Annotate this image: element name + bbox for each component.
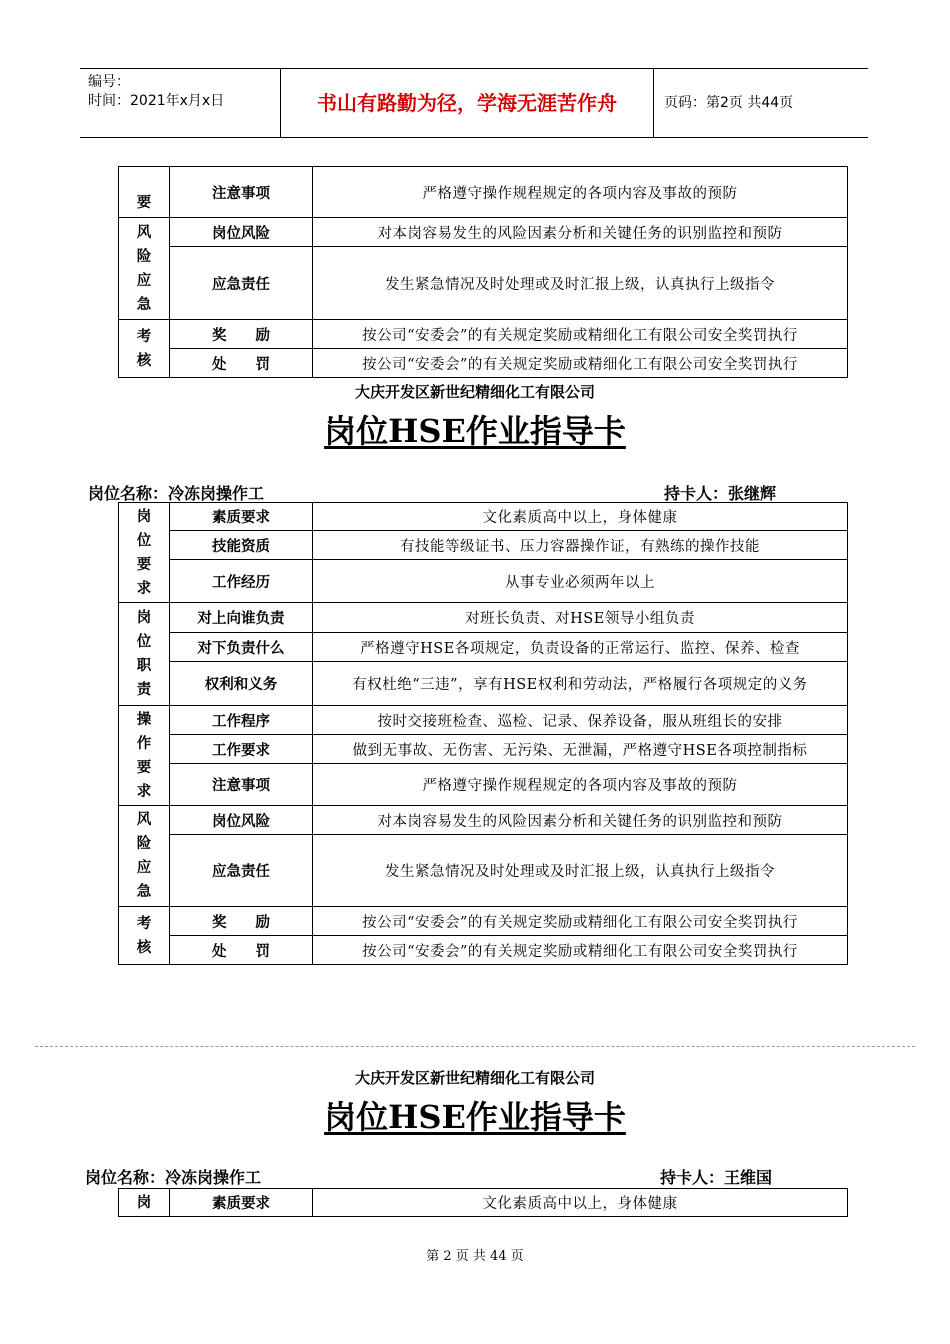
table-row	[119, 531, 848, 560]
desc-cell: 文化素质高中以上，身体健康	[313, 503, 848, 531]
item-cell: 对下负责什么	[170, 633, 313, 662]
card-title: 岗位HSE作业指导卡	[324, 1098, 626, 1136]
table-row	[119, 1189, 848, 1217]
table-row	[119, 835, 848, 907]
header-meta	[80, 69, 280, 137]
number-label: 编号：	[88, 74, 130, 90]
table-row	[119, 349, 848, 378]
category-cell: 岗	[119, 1189, 170, 1217]
card-title: 岗位HSE作业指导卡	[324, 412, 626, 450]
table-row	[119, 706, 848, 735]
item-cell: 素质要求	[170, 503, 313, 531]
desc-cell: 文化素质高中以上，身体健康	[313, 1189, 848, 1217]
company-name: 大庆开发区新世纪精细化工有限公司	[354, 1069, 595, 1087]
item-cell: 工作要求	[170, 735, 313, 764]
company-name: 大庆开发区新世纪精细化工有限公司	[354, 383, 595, 401]
desc-cell: 严格遵守HSE各项规定，负责设备的正常运行、监控、保养、检查	[313, 633, 848, 662]
desc-cell: 从事专业必须两年以上	[313, 560, 848, 603]
item-cell: 岗位风险	[170, 806, 313, 835]
category-cell: 风险应急	[119, 806, 170, 907]
table-row	[119, 320, 848, 349]
table-row	[119, 764, 848, 806]
table-row	[119, 603, 848, 633]
table-row	[119, 907, 848, 936]
item-cell: 工作程序	[170, 706, 313, 735]
item-cell: 权利和义务	[170, 662, 313, 706]
desc-cell: 做到无事故、无伤害、无污染、无泄漏，严格遵守HSE各项控制指标	[313, 735, 848, 764]
time-label: 时间：2021年x月x日	[88, 93, 225, 109]
item-cell: 素质要求	[170, 1189, 313, 1217]
table-row	[119, 560, 848, 603]
desc-cell: 对本岗容易发生的风险因素分析和关键任务的识别监控和预防	[313, 806, 848, 835]
table-row	[119, 735, 848, 764]
desc-cell: 对班长负责、对HSE领导小组负责	[313, 603, 848, 633]
item-cell: 应急责任	[170, 247, 313, 320]
post-name-label: 岗位名称：冷冻岗操作工	[85, 1168, 262, 1187]
item-cell: 岗位风险	[170, 218, 313, 247]
post-name-label: 岗位名称：冷冻岗操作工	[88, 484, 265, 503]
table-row	[119, 662, 848, 706]
page-header	[80, 68, 868, 138]
desc-cell: 有权杜绝“三违”，享有HSE权利和劳动法，严格履行各项规定的义务	[313, 662, 848, 706]
table-row	[119, 806, 848, 835]
desc-cell: 按公司“安委会”的有关规定奖励或精细化工有限公司安全奖罚执行	[313, 936, 848, 965]
item-cell: 处 罚	[170, 936, 313, 965]
table-row	[119, 633, 848, 662]
hse-card-table	[118, 1188, 848, 1217]
table-row	[119, 247, 848, 320]
header-motto: 书山有路勤为径，学海无涯苦作舟	[280, 69, 654, 137]
category-cell: 考核	[119, 320, 170, 378]
item-cell: 注意事项	[170, 167, 313, 218]
item-cell: 应急责任	[170, 835, 313, 907]
table-row	[119, 218, 848, 247]
card-fragment-table	[118, 166, 848, 378]
desc-cell: 按公司“安委会”的有关规定奖励或精细化工有限公司安全奖罚执行	[313, 349, 848, 378]
hse-card-table	[118, 502, 848, 965]
category-cell: 考核	[119, 907, 170, 965]
table-row	[119, 936, 848, 965]
page-footer: 第 2 页 共 44 页	[426, 1249, 524, 1264]
desc-cell: 发生紧急情况及时处理或及时汇报上级，认真执行上级指令	[313, 835, 848, 907]
table-row	[119, 167, 848, 218]
desc-cell: 严格遵守操作规程规定的各项内容及事故的预防	[313, 167, 848, 218]
page-label: 页码：第2页 共44页	[664, 95, 794, 111]
item-cell: 奖 励	[170, 907, 313, 936]
category-cell: 岗位职责	[119, 603, 170, 706]
category-cell: 岗位要求	[119, 503, 170, 603]
desc-cell: 有技能等级证书、压力容器操作证，有熟练的操作技能	[313, 531, 848, 560]
category-cell: 风险应急	[119, 218, 170, 320]
item-cell: 工作经历	[170, 560, 313, 603]
table-row	[119, 503, 848, 531]
desc-cell: 发生紧急情况及时处理或及时汇报上级，认真执行上级指令	[313, 247, 848, 320]
desc-cell: 按时交接班检查、巡检、记录、保养设备，服从班组长的安排	[313, 706, 848, 735]
desc-cell: 对本岗容易发生的风险因素分析和关键任务的识别监控和预防	[313, 218, 848, 247]
category-cell: 要	[119, 167, 170, 218]
item-cell: 处 罚	[170, 349, 313, 378]
page-break-divider	[35, 1046, 915, 1047]
desc-cell: 按公司“安委会”的有关规定奖励或精细化工有限公司安全奖罚执行	[313, 320, 848, 349]
desc-cell: 按公司“安委会”的有关规定奖励或精细化工有限公司安全奖罚执行	[313, 907, 848, 936]
item-cell: 注意事项	[170, 764, 313, 806]
item-cell: 奖 励	[170, 320, 313, 349]
desc-cell: 严格遵守操作规程规定的各项内容及事故的预防	[313, 764, 848, 806]
holder-label: 持卡人：张继辉	[664, 484, 777, 503]
holder-label: 持卡人：王维国	[660, 1168, 773, 1187]
item-cell: 技能资质	[170, 531, 313, 560]
item-cell: 对上向谁负责	[170, 603, 313, 633]
category-cell: 操作要求	[119, 706, 170, 806]
